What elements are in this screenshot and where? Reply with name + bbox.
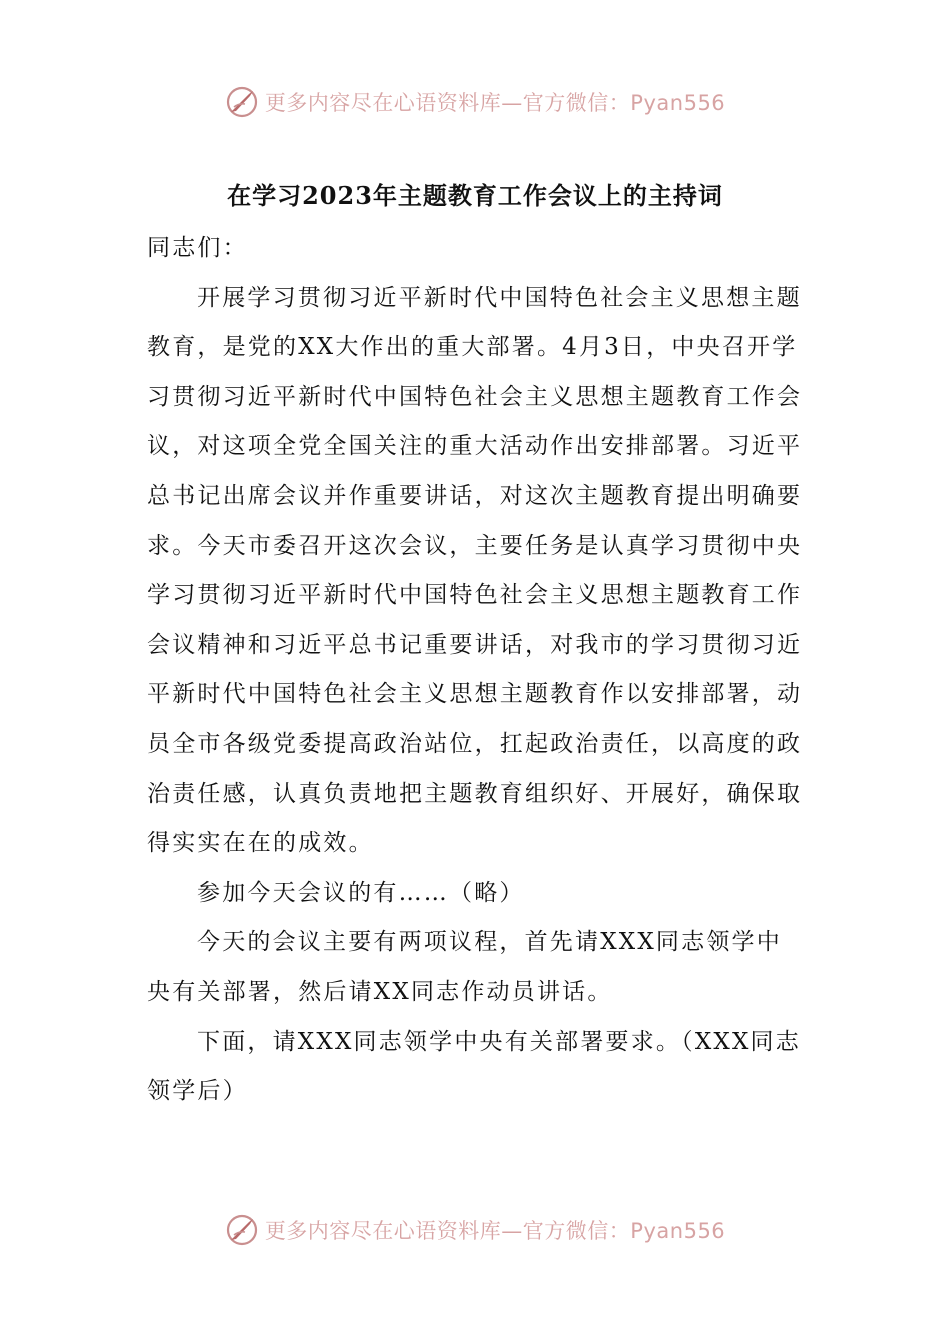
- document-body: [147, 224, 807, 1117]
- document-title: 在学习2023年主题教育工作会议上的主持词: [227, 181, 723, 210]
- paragraph-3: 今天的会议主要有两项议程，首先请XXX同志领学中央有关部署，然后请XX同志作动员讲话。: [147, 929, 782, 1005]
- paragraph-1: 开展学习贯彻习近平新时代中国特色社会主义思想主题教育，是党的XX大作出的重大部署。4月3日，中央召开学习贯彻习近平新时代中国特色社会主义思想主题教育工作会议，对这项全党全国关注的重大活动作出安排部署。习近平总书记出席会议并作重要讲话，对这次主题教育提出明确要求。今天市委召开这次会议，主要任务是认真学习贯彻中央学习贯彻习近平新时代中国特色社会主义思想主题教育工作会议精神和习近平总书记重要讲话，对我市的学习贯彻习近平新时代中国特色社会主义思想主题教育作以安排部署，动员全市各级党委提高政治站位，扛起政治责任，以高度的政治责任感，认真负责地把主题教育组织好、开展好，确保取得实实在在的成效。: [147, 284, 803, 857]
- quill-pen-logo-icon: [225, 85, 259, 119]
- watermark-text: 更多内容尽在心语资料库—官方微信：Pyan556: [264, 91, 726, 115]
- watermark-text: 更多内容尽在心语资料库—官方微信：Pyan556: [264, 1219, 726, 1243]
- quill-pen-logo-icon: [225, 1213, 259, 1247]
- paragraph-2: 参加今天会议的有……（略）: [197, 879, 525, 906]
- watermark-banner-top: [0, 82, 950, 122]
- salutation: 同志们：: [147, 235, 248, 261]
- paragraph-4: 下面，请XXX同志领学中央有关部署要求。（XXX同志领学后）: [147, 1028, 801, 1105]
- watermark-banner-bottom: [0, 1210, 950, 1250]
